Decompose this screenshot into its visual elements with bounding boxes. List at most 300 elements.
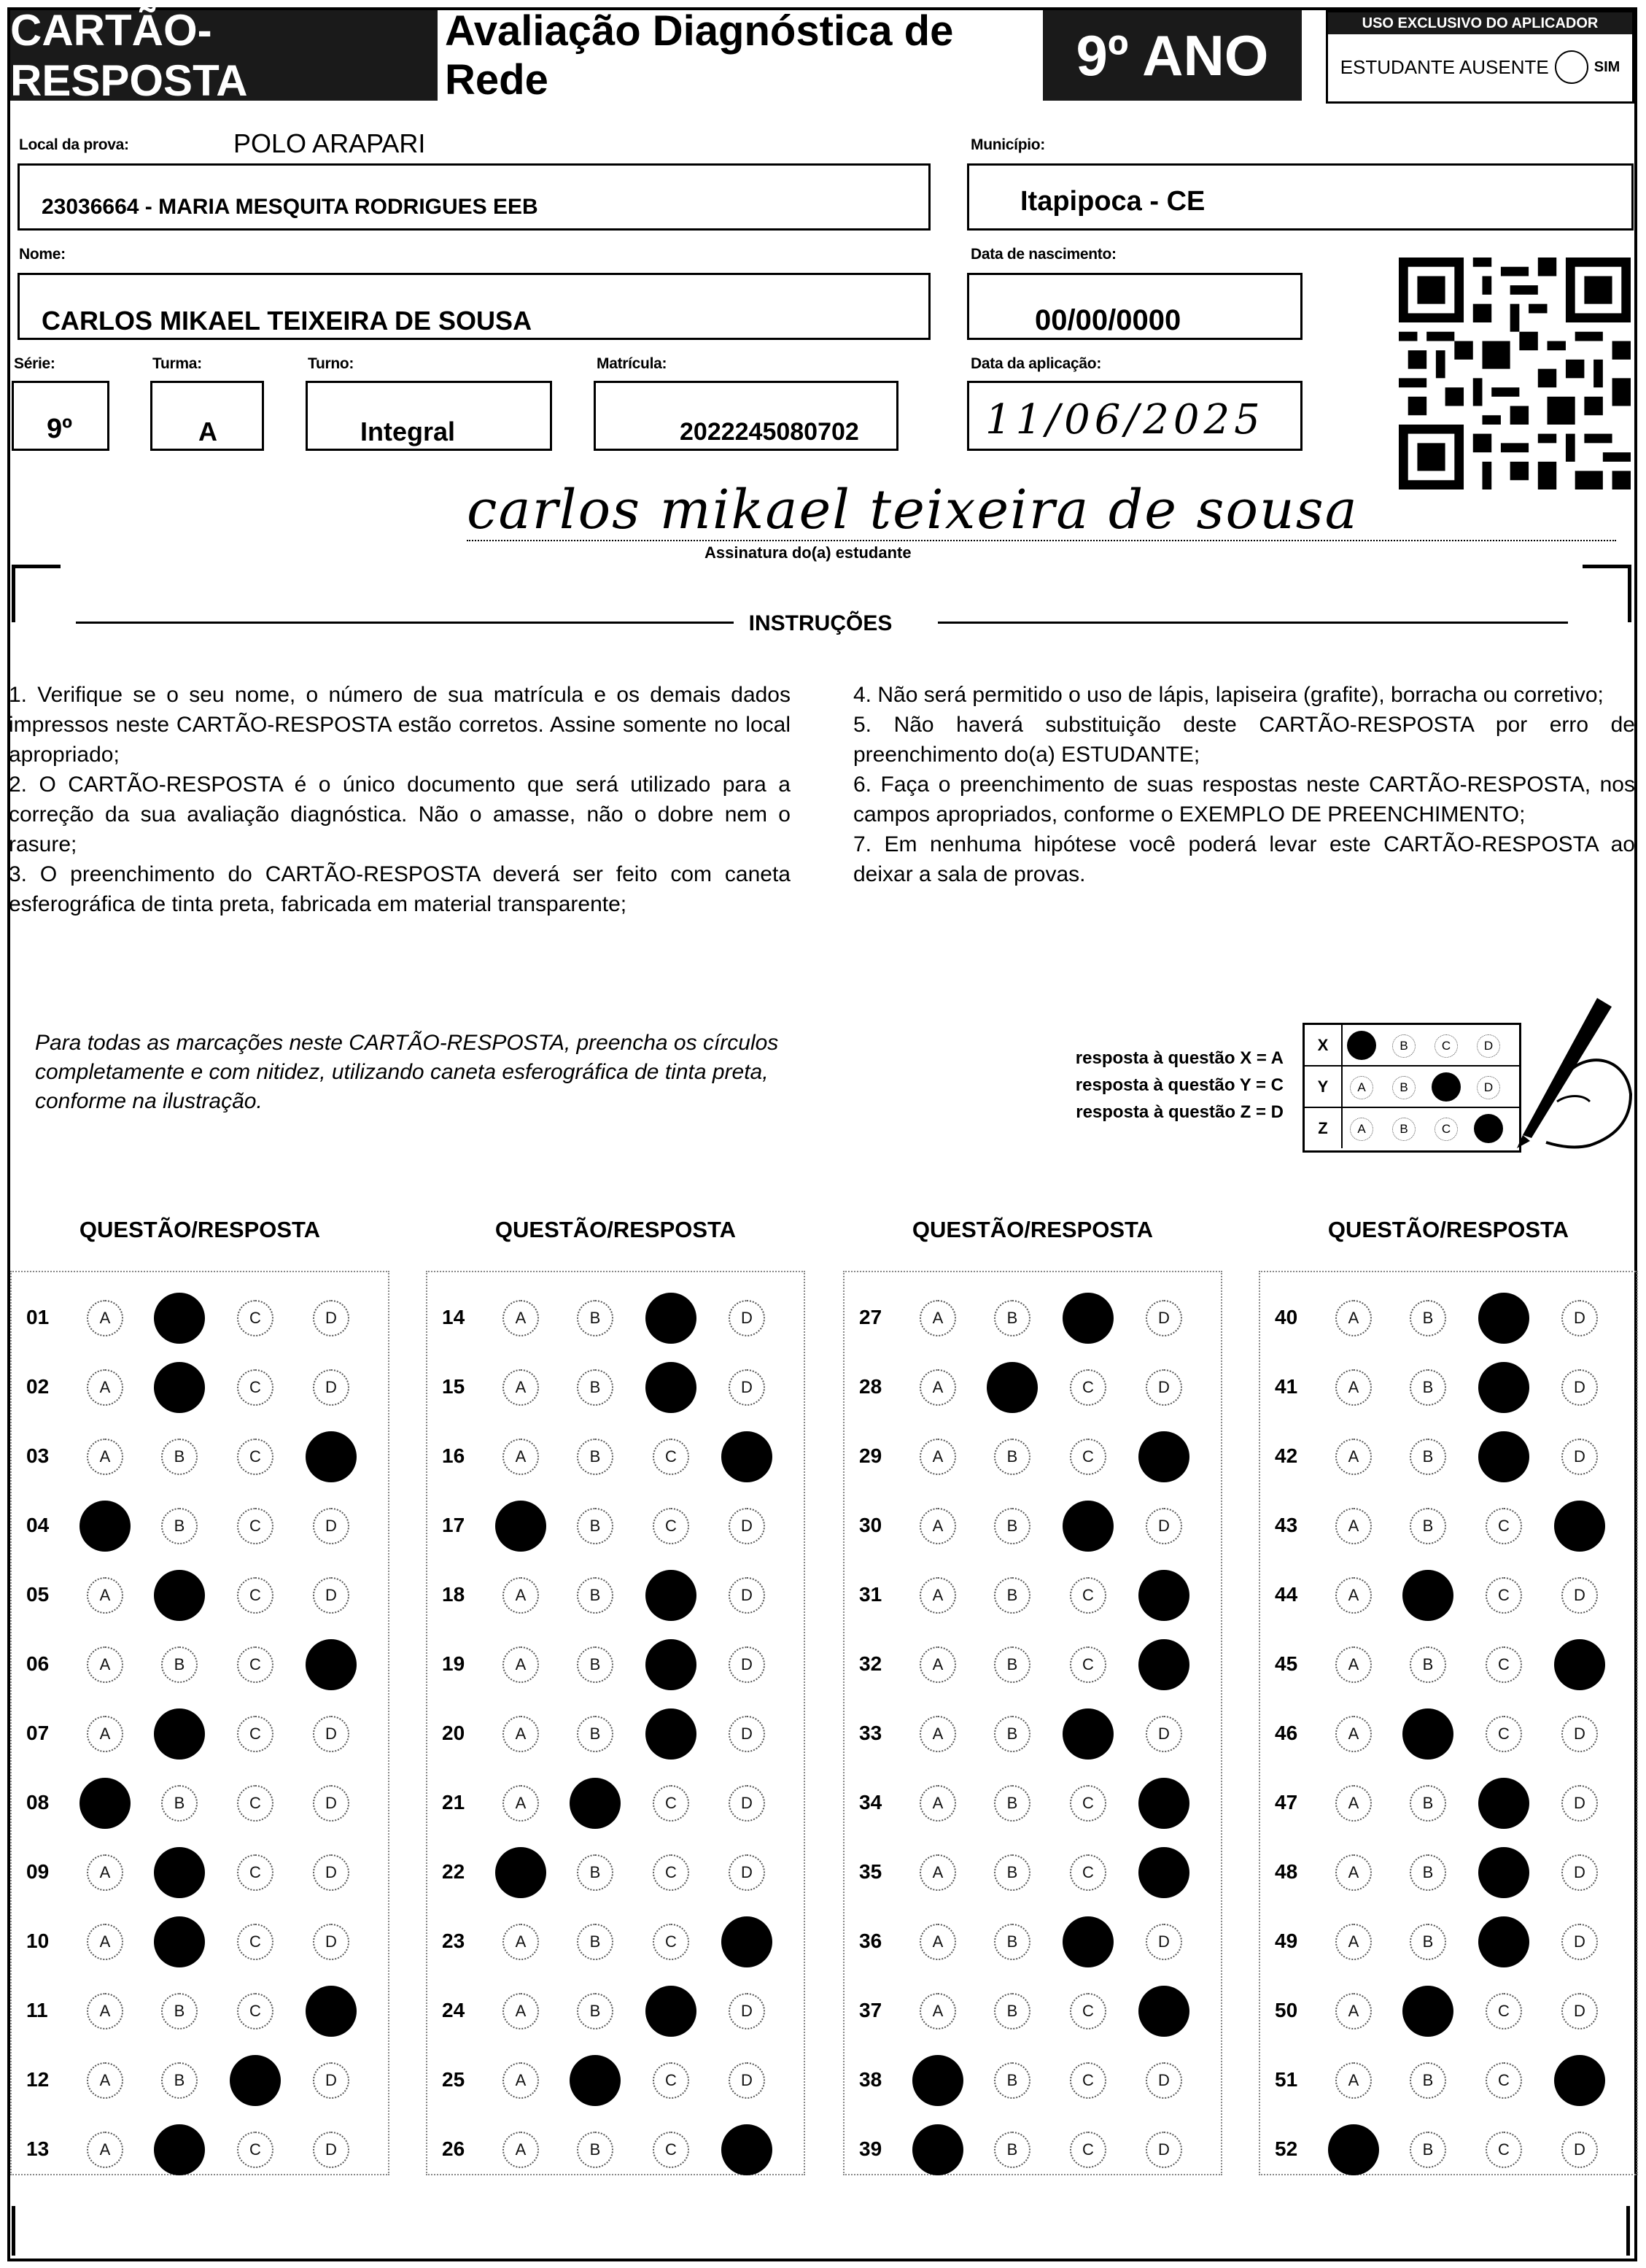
application-date-label: Data da aplicação: <box>971 355 1102 372</box>
name-label: Nome: <box>19 246 66 263</box>
answer-bubble-c[interactable]: C <box>1070 1854 1106 1891</box>
answer-bubble-b[interactable]: B <box>161 1785 198 1822</box>
school-field <box>18 163 931 231</box>
question-number: 28 <box>859 1375 882 1398</box>
answer-bubble-a[interactable]: A <box>87 1300 123 1336</box>
answer-bubble-b[interactable] <box>154 1362 205 1413</box>
answer-bubble-b[interactable]: B <box>1410 1369 1446 1406</box>
answer-bubble-d[interactable]: D <box>313 1300 349 1336</box>
example-row <box>1305 1067 1519 1108</box>
answer-bubble-d[interactable]: D <box>1561 2132 1598 2168</box>
answer-bubble-a[interactable] <box>495 1847 546 1898</box>
answer-bubble-b[interactable]: B <box>577 1716 613 1752</box>
answer-bubble-c[interactable] <box>645 1362 696 1413</box>
signature-label: Assinatura do(a) estudante <box>704 543 912 562</box>
answer-bubble-b[interactable] <box>1402 1570 1453 1621</box>
answer-bubble-b[interactable]: B <box>577 1369 613 1406</box>
example-bubble-b: B <box>1392 1034 1416 1058</box>
question-number: 22 <box>442 1860 465 1883</box>
answer-bubble-c[interactable]: C <box>1070 1577 1106 1614</box>
answer-bubble-b[interactable]: B <box>1410 1508 1446 1544</box>
example-bubble-c: C <box>1435 1034 1458 1058</box>
answer-bubble-b[interactable]: B <box>1410 1439 1446 1475</box>
answer-bubble-c[interactable]: C <box>653 1439 689 1475</box>
answer-bubble-a[interactable]: A <box>920 1854 956 1891</box>
answer-bubble-a[interactable]: A <box>502 1646 539 1683</box>
answer-bubble-c[interactable]: C <box>653 2132 689 2168</box>
example-bubble-c: C <box>1432 1072 1461 1102</box>
answer-bubble-d[interactable]: D <box>729 1577 765 1614</box>
answer-bubble-a[interactable]: A <box>87 1577 123 1614</box>
answer-bubble-b[interactable]: B <box>161 1646 198 1683</box>
answer-bubble-d[interactable]: D <box>313 1854 349 1891</box>
answer-bubble-d[interactable]: D <box>729 1854 765 1891</box>
answer-bubble-a[interactable]: A <box>920 1508 956 1544</box>
answer-bubble-c[interactable]: C <box>1070 1993 1106 2029</box>
answer-bubble-a[interactable]: A <box>87 1716 123 1752</box>
exam-title-box <box>445 7 1039 104</box>
answer-bubble-d[interactable]: D <box>313 1924 349 1960</box>
answer-bubble-b[interactable]: B <box>577 1439 613 1475</box>
answer-bubble-a[interactable] <box>495 1501 546 1552</box>
application-date-value: 11/06/2025 <box>985 396 1265 444</box>
answer-bubble-a[interactable]: A <box>87 1924 123 1960</box>
answer-bubble-d[interactable]: D <box>1561 1993 1598 2029</box>
answer-bubble-d[interactable]: D <box>313 1508 349 1544</box>
answer-bubble-c[interactable] <box>1478 1431 1529 1482</box>
answer-bubble-c[interactable]: C <box>1486 2132 1522 2168</box>
answer-bubble-c[interactable]: C <box>237 1577 273 1614</box>
answer-bubble-a[interactable]: A <box>920 1369 956 1406</box>
answer-bubble-d[interactable] <box>721 2124 772 2175</box>
answer-bubble-b[interactable]: B <box>577 1993 613 2029</box>
example-line: resposta à questão Y = C <box>1075 1075 1284 1095</box>
answer-bubble-b[interactable]: B <box>161 1439 198 1475</box>
answer-bubble-c[interactable]: C <box>1070 2062 1106 2099</box>
shift-label: Turno: <box>308 355 354 372</box>
answer-bubble-b[interactable] <box>154 1708 205 1760</box>
answer-bubble-a[interactable]: A <box>502 1993 539 2029</box>
question-number: 33 <box>859 1722 882 1744</box>
question-number: 07 <box>26 1722 50 1744</box>
answer-bubble-b[interactable]: B <box>994 1300 1030 1336</box>
grade-label: 9º ANO <box>1076 23 1269 88</box>
answer-bubble-a[interactable]: A <box>1335 2062 1372 2099</box>
answer-bubble-c[interactable] <box>1478 1362 1529 1413</box>
answer-bubble-b[interactable]: B <box>994 1716 1030 1752</box>
answer-bubble-d[interactable] <box>1138 1570 1189 1621</box>
answer-bubble-b[interactable]: B <box>994 1924 1030 1960</box>
shift-field <box>306 381 552 451</box>
answer-bubble-d[interactable]: D <box>1561 1300 1598 1336</box>
answer-bubble-d[interactable]: D <box>313 1716 349 1752</box>
answers-column-title: QUESTÃO/RESPOSTA <box>494 1217 737 1242</box>
example-bubble-a: A <box>1350 1076 1373 1099</box>
answer-bubble-a[interactable]: A <box>1335 1924 1372 1960</box>
class-value: A <box>198 417 217 446</box>
answer-bubble-d[interactable]: D <box>729 1369 765 1406</box>
question-number: 05 <box>26 1583 50 1606</box>
answer-bubble-b[interactable]: B <box>994 1993 1030 2029</box>
question-number: 20 <box>442 1722 465 1744</box>
answer-bubble-c[interactable]: C <box>1486 2062 1522 2099</box>
answer-bubble-d[interactable] <box>1554 2055 1605 2106</box>
answer-bubble-a[interactable] <box>79 1778 131 1829</box>
answer-bubble-c[interactable]: C <box>653 1854 689 1891</box>
answer-bubble-a[interactable]: A <box>87 1854 123 1891</box>
example-question: Y <box>1305 1067 1343 1107</box>
answer-bubble-d[interactable] <box>306 1431 357 1482</box>
answer-bubble-d[interactable]: D <box>313 1577 349 1614</box>
answer-bubble-a[interactable]: A <box>502 2132 539 2168</box>
answer-bubble-b[interactable] <box>154 1293 205 1344</box>
answer-bubble-d[interactable] <box>1138 1847 1189 1898</box>
answer-bubble-d[interactable]: D <box>729 1508 765 1544</box>
answer-bubble-d[interactable]: D <box>313 1369 349 1406</box>
answer-bubble-a[interactable]: A <box>1335 1300 1372 1336</box>
answer-bubble-d[interactable] <box>1138 1431 1189 1482</box>
answer-bubble-a[interactable]: A <box>1335 1646 1372 1683</box>
example-bubble-a: A <box>1350 1118 1373 1141</box>
applicator-box <box>1326 10 1634 104</box>
question-number: 01 <box>26 1306 50 1328</box>
answer-bubble-a[interactable]: A <box>87 2062 123 2099</box>
question-number: 45 <box>1275 1652 1298 1675</box>
answer-bubble-b[interactable] <box>570 1778 621 1829</box>
answer-bubble-a[interactable]: A <box>502 2062 539 2099</box>
answer-bubble-c[interactable]: C <box>1486 1508 1522 1544</box>
series-value: 9º <box>47 414 73 444</box>
answer-bubble-c[interactable] <box>645 1708 696 1760</box>
answer-bubble-b[interactable]: B <box>1410 1300 1446 1336</box>
question-number: 40 <box>1275 1306 1298 1328</box>
answer-bubble-b[interactable]: B <box>577 1300 613 1336</box>
answer-bubble-d[interactable]: D <box>1146 1369 1182 1406</box>
answer-bubble-d[interactable]: D <box>1561 1716 1598 1752</box>
answer-bubble-b[interactable]: B <box>1410 1646 1446 1683</box>
answer-bubble-b[interactable]: B <box>577 1854 613 1891</box>
answer-bubble-c[interactable]: C <box>1070 1369 1106 1406</box>
answer-bubble-d[interactable]: D <box>1146 1716 1182 1752</box>
enrollment-field <box>594 381 898 451</box>
question-number: 12 <box>26 2068 50 2091</box>
answer-bubble-b[interactable] <box>154 1570 205 1621</box>
answer-bubble-c[interactable] <box>230 2055 281 2106</box>
answer-bubble-c[interactable]: C <box>1486 1716 1522 1752</box>
answer-bubble-a[interactable]: A <box>1335 1369 1372 1406</box>
answer-bubble-d[interactable]: D <box>313 2062 349 2099</box>
grade-banner <box>1043 10 1302 101</box>
answer-bubble-a[interactable]: A <box>87 1369 123 1406</box>
answer-bubble-a[interactable]: A <box>1335 1439 1372 1475</box>
instructions-rule-left <box>76 622 734 624</box>
exam-title: Avaliação Diagnóstica de Rede <box>445 7 954 104</box>
answer-bubble-c[interactable] <box>645 1986 696 2037</box>
absent-checkbox[interactable] <box>1555 50 1588 84</box>
answer-bubble-c[interactable]: C <box>1070 1646 1106 1683</box>
answer-bubble-a[interactable]: A <box>1335 1993 1372 2029</box>
answer-bubble-b[interactable]: B <box>1410 1924 1446 1960</box>
answer-bubble-a[interactable]: A <box>920 1993 956 2029</box>
answer-bubble-c[interactable]: C <box>653 1508 689 1544</box>
answer-bubble-b[interactable] <box>570 2055 621 2106</box>
question-number: 42 <box>1275 1444 1298 1467</box>
example-line: resposta à questão Z = D <box>1076 1102 1284 1122</box>
answer-bubble-b[interactable] <box>987 1362 1038 1413</box>
answer-bubble-a[interactable]: A <box>87 1439 123 1475</box>
example-row <box>1305 1108 1519 1150</box>
instruction-item: 1. Verifique se o seu nome, o número de sua matrícula e os demais dados impressos neste CARTÃO-RESPOSTA estão corretos. Assine somente no local apropriado; <box>9 683 791 767</box>
instruction-item: 4. Não será permitido o uso de lápis, lapiseira (grafite), borracha ou corretivo; <box>853 683 1604 707</box>
answer-bubble-b[interactable]: B <box>994 1854 1030 1891</box>
question-number: 17 <box>442 1514 465 1536</box>
fill-note: Para todas as marcações neste CARTÃO-RESPOSTA, preencha os círculos completamente e com nitidez, utilizando caneta esferográfica de tinta preta, conforme na ilustração. <box>35 1031 779 1113</box>
answer-bubble-c[interactable]: C <box>1070 2132 1106 2168</box>
answer-bubble-b[interactable]: B <box>994 1508 1030 1544</box>
answer-bubble-b[interactable]: B <box>577 1508 613 1544</box>
answer-bubble-c[interactable]: C <box>237 1993 273 2029</box>
municipality-label: Município: <box>971 136 1045 153</box>
answer-bubble-d[interactable]: D <box>1146 2132 1182 2168</box>
answer-bubble-c[interactable]: C <box>1486 1646 1522 1683</box>
example-bubble-b: B <box>1392 1118 1416 1141</box>
answer-bubble-b[interactable]: B <box>161 1993 198 2029</box>
frame-corner-top-left <box>12 565 61 622</box>
answer-bubble-c[interactable]: C <box>1486 1993 1522 2029</box>
series-field <box>12 381 109 451</box>
birth-label: Data de nascimento: <box>971 246 1117 263</box>
question-number: 08 <box>26 1791 50 1814</box>
question-number: 32 <box>859 1652 882 1675</box>
question-number: 29 <box>859 1444 882 1467</box>
question-number: 31 <box>859 1583 882 1606</box>
answer-bubble-c[interactable]: C <box>237 1924 273 1960</box>
answer-bubble-a[interactable]: A <box>87 2132 123 2168</box>
answer-bubble-a[interactable]: A <box>502 1300 539 1336</box>
question-number: 39 <box>859 2137 882 2160</box>
example-bubble-a: A <box>1347 1031 1376 1060</box>
answer-bubble-a[interactable]: A <box>920 1577 956 1614</box>
question-number: 06 <box>26 1652 50 1675</box>
qr-code-icon <box>1399 258 1631 489</box>
answer-bubble-c[interactable] <box>1063 1501 1114 1552</box>
answer-bubble-b[interactable] <box>154 1847 205 1898</box>
answer-bubble-a[interactable]: A <box>502 1577 539 1614</box>
answer-bubble-a[interactable]: A <box>502 1785 539 1822</box>
answer-bubble-d[interactable] <box>1138 1778 1189 1829</box>
answer-bubble-a[interactable]: A <box>502 1716 539 1752</box>
card-title-banner <box>10 6 438 105</box>
frame-corner-bottom-left <box>12 2206 52 2256</box>
question-number: 44 <box>1275 1583 1298 1606</box>
answer-bubble-c[interactable] <box>1063 1293 1114 1344</box>
answer-bubble-d[interactable]: D <box>729 1993 765 2029</box>
answer-bubble-b[interactable] <box>1402 1708 1453 1760</box>
answer-bubble-d[interactable]: D <box>1561 1439 1598 1475</box>
answer-bubble-a[interactable]: A <box>920 1300 956 1336</box>
answer-bubble-b[interactable]: B <box>577 2132 613 2168</box>
shift-value: Integral <box>360 417 456 446</box>
answer-bubble-b[interactable]: B <box>1410 2132 1446 2168</box>
answer-bubble-a[interactable]: A <box>502 1439 539 1475</box>
answer-bubble-d[interactable]: D <box>1561 1924 1598 1960</box>
question-number: 50 <box>1275 1999 1298 2021</box>
pen-hand-icon <box>1488 992 1634 1167</box>
answer-bubble-d[interactable]: D <box>1146 1924 1182 1960</box>
answer-bubble-a[interactable]: A <box>920 1924 956 1960</box>
signature: carlos mikael teixeira de sousa <box>467 479 1359 541</box>
birth-value: 00/00/0000 <box>1035 304 1181 336</box>
answer-bubble-a[interactable]: A <box>920 1646 956 1683</box>
answer-bubble-d[interactable] <box>721 1916 772 1967</box>
answer-bubble-a[interactable]: A <box>920 1716 956 1752</box>
answer-bubble-c[interactable] <box>645 1639 696 1690</box>
answer-bubble-c[interactable]: C <box>653 1924 689 1960</box>
answer-bubble-d[interactable] <box>1138 1639 1189 1690</box>
answer-bubble-a[interactable]: A <box>87 1646 123 1683</box>
answer-bubble-d[interactable]: D <box>1561 1785 1598 1822</box>
answer-bubble-b[interactable]: B <box>994 2062 1030 2099</box>
answer-bubble-b[interactable]: B <box>994 1439 1030 1475</box>
question-number: 49 <box>1275 1930 1298 1952</box>
example-line: resposta à questão X = A <box>1075 1048 1284 1068</box>
answer-bubble-c[interactable]: C <box>1486 1577 1522 1614</box>
question-number: 24 <box>442 1999 465 2021</box>
answer-bubble-d[interactable] <box>1138 1986 1189 2037</box>
answer-bubble-a[interactable]: A <box>1335 1577 1372 1614</box>
answer-bubble-d[interactable] <box>306 1639 357 1690</box>
answer-bubble-b[interactable]: B <box>994 2132 1030 2168</box>
answer-bubble-c[interactable]: C <box>653 1785 689 1822</box>
answer-bubble-c[interactable] <box>645 1570 696 1621</box>
school-value: 23036664 - MARIA MESQUITA RODRIGUES EEB <box>42 195 538 219</box>
answer-bubble-c[interactable] <box>1063 1708 1114 1760</box>
answer-bubble-a[interactable]: A <box>1335 1508 1372 1544</box>
answer-bubble-d[interactable]: D <box>1561 1577 1598 1614</box>
answer-bubble-c[interactable] <box>1063 1916 1114 1967</box>
example-question: Z <box>1305 1108 1343 1148</box>
answer-bubble-d[interactable]: D <box>1561 1854 1598 1891</box>
answer-bubble-d[interactable]: D <box>729 1785 765 1822</box>
answer-bubble-d[interactable]: D <box>1146 1508 1182 1544</box>
answer-bubble-c[interactable]: C <box>237 2132 273 2168</box>
question-number: 10 <box>26 1930 50 1952</box>
answer-bubble-b[interactable]: B <box>1410 1854 1446 1891</box>
question-number: 35 <box>859 1860 882 1883</box>
instruction-item: 5. Não haverá substituição deste CARTÃO-RESPOSTA por erro de preenchimento do(a) ESTUDANTE; <box>853 713 1635 767</box>
instruction-item: 3. O preenchimento do CARTÃO-RESPOSTA deverá ser feito com caneta esferográfica de tinta preta, fabricada em material transparente; <box>9 862 791 916</box>
municipality-field <box>967 163 1634 231</box>
answer-bubble-a[interactable] <box>1328 2124 1379 2175</box>
answer-bubble-b[interactable]: B <box>1410 1785 1446 1822</box>
answer-bubble-a[interactable]: A <box>920 1439 956 1475</box>
answer-bubble-a[interactable] <box>79 1501 131 1552</box>
answer-bubble-b[interactable]: B <box>994 1646 1030 1683</box>
exam-location: POLO ARAPARI <box>233 128 426 158</box>
answer-bubble-d[interactable] <box>1554 1639 1605 1690</box>
answer-bubble-c[interactable] <box>1478 1778 1529 1829</box>
name-value: CARLOS MIKAEL TEIXEIRA DE SOUSA <box>42 306 532 336</box>
answer-bubble-a[interactable]: A <box>1335 1785 1372 1822</box>
answer-bubble-b[interactable]: B <box>577 1924 613 1960</box>
answer-bubble-d[interactable]: D <box>313 2132 349 2168</box>
answer-bubble-c[interactable]: C <box>237 1646 273 1683</box>
answer-bubble-d[interactable]: D <box>729 1716 765 1752</box>
answer-bubble-d[interactable]: D <box>1146 1300 1182 1336</box>
answer-bubble-c[interactable]: C <box>237 1508 273 1544</box>
answers-column-title: QUESTÃO/RESPOSTA <box>912 1217 1154 1242</box>
example-question: X <box>1305 1025 1343 1065</box>
series-label: Série: <box>14 355 55 372</box>
answer-bubble-c[interactable]: C <box>237 1716 273 1752</box>
question-number: 36 <box>859 1930 882 1952</box>
answer-bubble-d[interactable]: D <box>1561 1369 1598 1406</box>
question-number: 43 <box>1275 1514 1298 1536</box>
birth-field <box>967 273 1303 340</box>
answer-bubble-b[interactable]: B <box>577 1577 613 1614</box>
answer-bubble-b[interactable]: B <box>161 2062 198 2099</box>
answer-bubble-a[interactable]: A <box>502 1369 539 1406</box>
answer-bubble-c[interactable] <box>1478 1916 1529 1967</box>
answer-bubble-b[interactable]: B <box>994 1577 1030 1614</box>
answer-bubble-d[interactable]: D <box>729 1646 765 1683</box>
instruction-item: 7. Em nenhuma hipótese você poderá levar este CARTÃO-RESPOSTA ao deixar a sala de provas. <box>853 832 1635 886</box>
question-number: 09 <box>26 1860 50 1883</box>
question-number: 11 <box>26 1999 48 2021</box>
answer-bubble-a[interactable]: A <box>1335 1854 1372 1891</box>
example-bubble-d: D <box>1474 1114 1503 1143</box>
answer-bubble-c[interactable] <box>645 1293 696 1344</box>
answer-bubble-d[interactable]: D <box>729 2062 765 2099</box>
answer-bubble-a[interactable]: A <box>87 1993 123 2029</box>
answer-bubble-a[interactable]: A <box>1335 1716 1372 1752</box>
frame-corner-top-right <box>1583 565 1631 622</box>
question-number: 02 <box>26 1375 50 1398</box>
answer-bubble-d[interactable] <box>721 1431 772 1482</box>
answer-bubble-c[interactable]: C <box>1070 1439 1106 1475</box>
answer-bubble-a[interactable]: A <box>920 1785 956 1822</box>
answer-bubble-b[interactable] <box>154 2124 205 2175</box>
answer-bubble-c[interactable]: C <box>237 1854 273 1891</box>
answer-bubble-c[interactable]: C <box>237 1785 273 1822</box>
answer-bubble-a[interactable]: A <box>502 1924 539 1960</box>
answers-column-title: QUESTÃO/RESPOSTA <box>1327 1217 1569 1242</box>
answer-bubble-d[interactable]: D <box>1146 2062 1182 2099</box>
answer-bubble-c[interactable]: C <box>1070 1785 1106 1822</box>
answer-bubble-b[interactable] <box>1402 1986 1453 2037</box>
answer-bubble-d[interactable] <box>306 1986 357 2037</box>
exam-location-label: Local da prova: <box>19 136 129 153</box>
answer-bubble-c[interactable]: C <box>653 2062 689 2099</box>
class-field <box>150 381 264 451</box>
answer-bubble-c[interactable]: C <box>237 1439 273 1475</box>
answer-bubble-d[interactable]: D <box>313 1785 349 1822</box>
answer-bubble-c[interactable] <box>1478 1847 1529 1898</box>
answer-bubble-b[interactable]: B <box>994 1785 1030 1822</box>
answer-bubble-d[interactable]: D <box>729 1300 765 1336</box>
answer-bubble-c[interactable]: C <box>237 1300 273 1336</box>
answer-bubble-a[interactable] <box>912 2124 963 2175</box>
answer-bubble-d[interactable] <box>1554 1501 1605 1552</box>
answer-bubble-a[interactable] <box>912 2055 963 2106</box>
answer-bubble-c[interactable]: C <box>237 1369 273 1406</box>
question-number: 21 <box>442 1791 465 1814</box>
answer-bubble-b[interactable]: B <box>577 1646 613 1683</box>
answer-bubble-b[interactable]: B <box>161 1508 198 1544</box>
answer-bubble-c[interactable] <box>1478 1293 1529 1344</box>
answer-bubble-b[interactable] <box>154 1916 205 1967</box>
answer-bubble-b[interactable]: B <box>1410 2062 1446 2099</box>
